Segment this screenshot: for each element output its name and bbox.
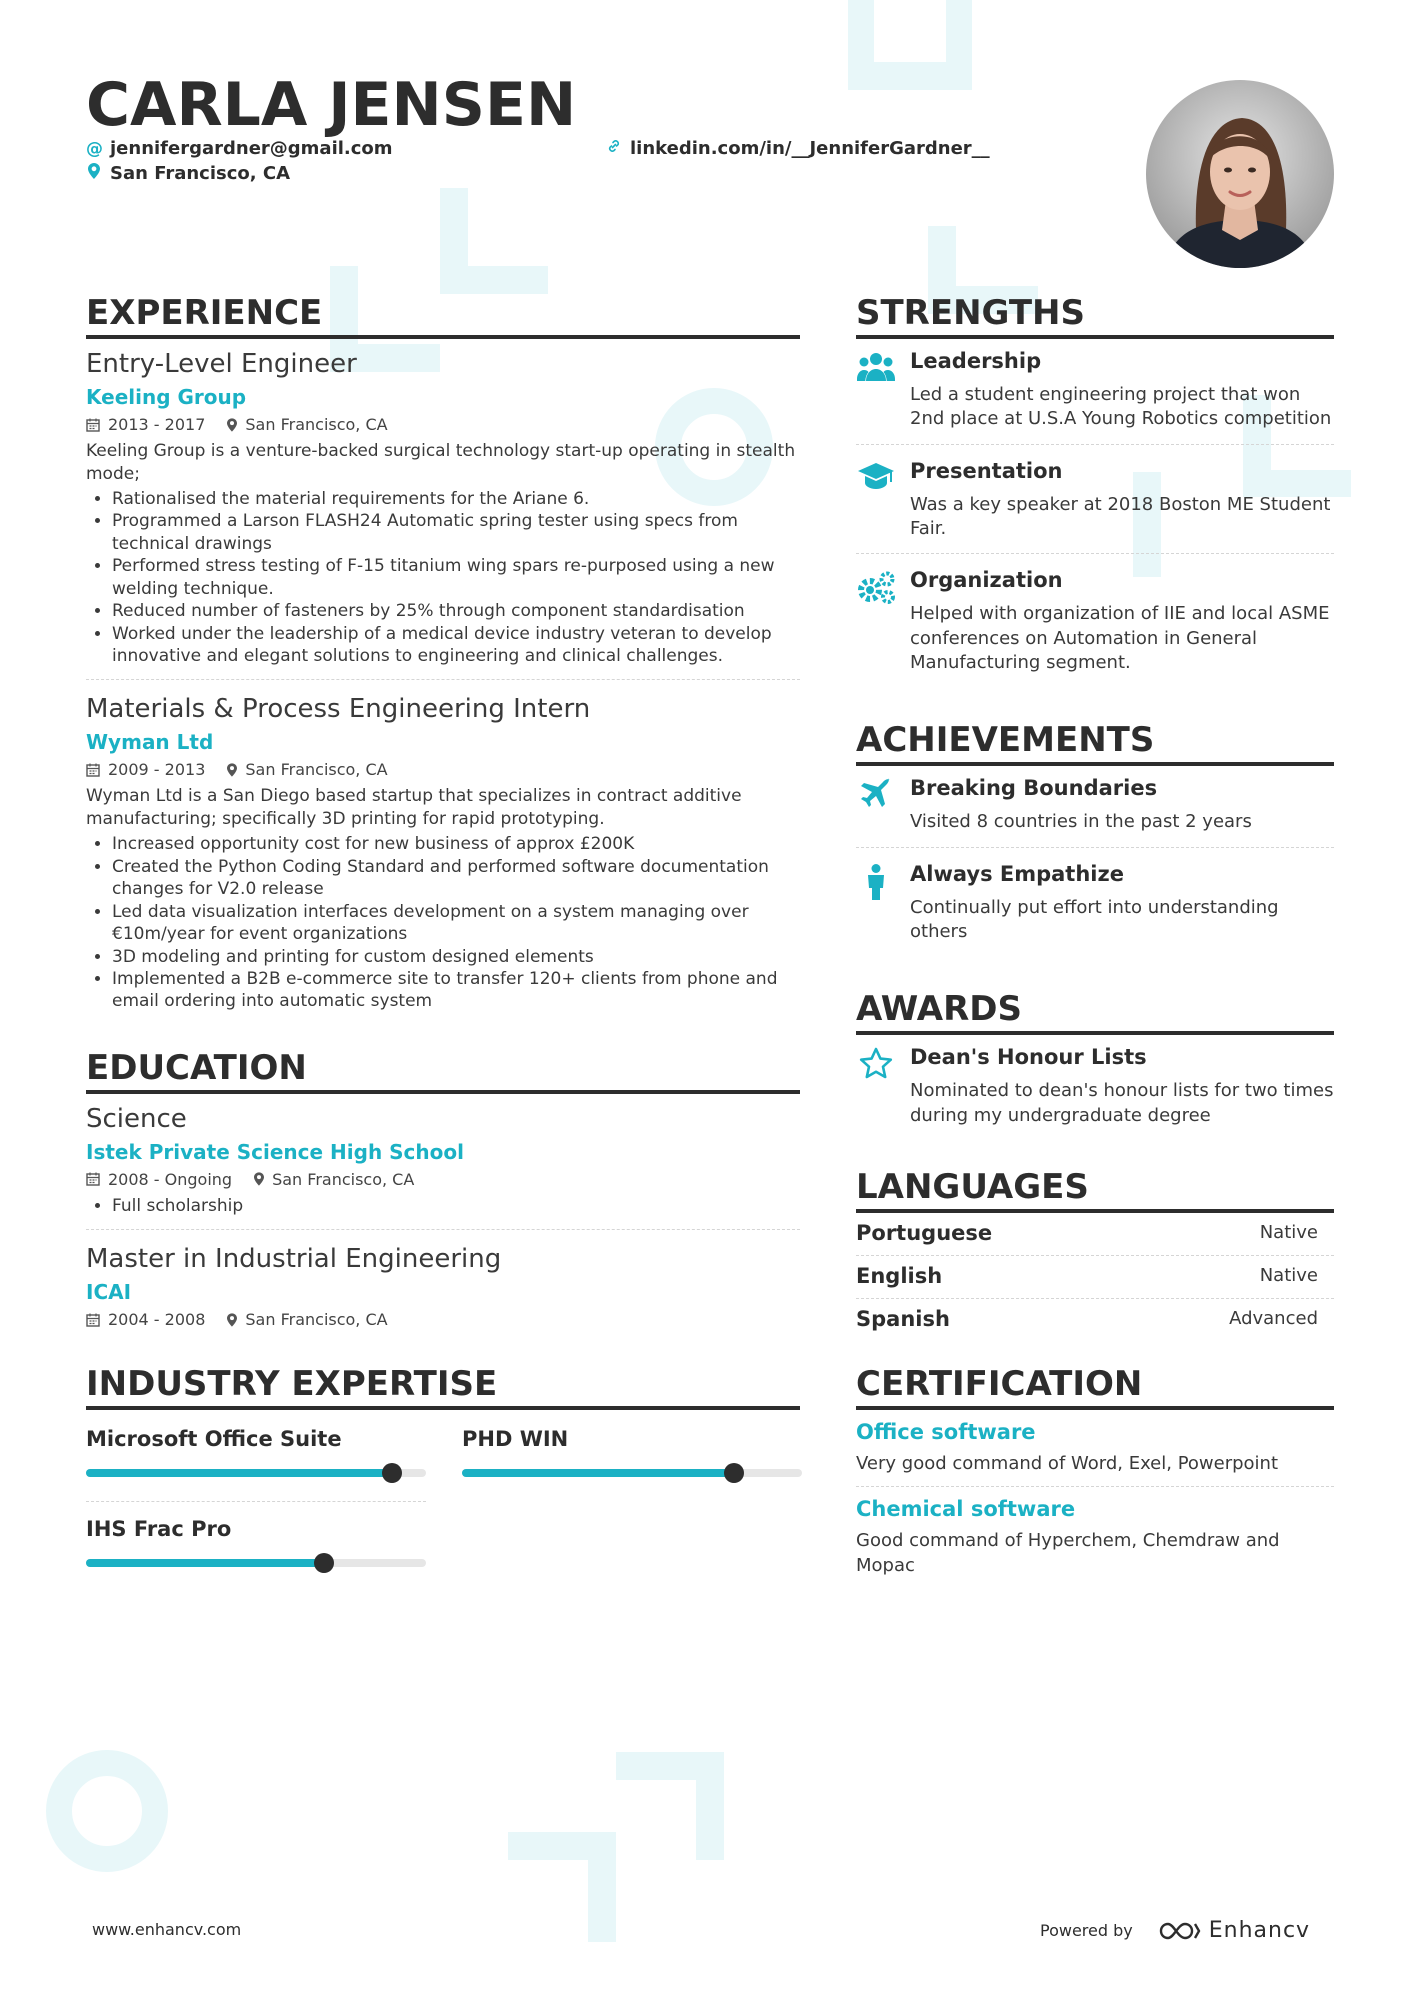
graduation-cap-icon xyxy=(856,459,896,542)
strength-item xyxy=(856,349,1334,432)
location-contact xyxy=(86,163,290,184)
powered-by-text: Powered by xyxy=(1040,1921,1133,1940)
degree: Master in Industrial Engineering xyxy=(86,1244,502,1275)
calendar-icon xyxy=(86,1313,100,1327)
job-bullet: • Implemented a B2B e-commerce site to transfer 120+ clients from phone and email ordering into automatic system xyxy=(112,968,800,1013)
person-icon xyxy=(856,862,896,945)
job-meta xyxy=(86,760,800,779)
strength-text: Helped with organization of IIE and local ASME conferences on Automation in General Manufacturing segment. xyxy=(910,603,1330,673)
job-bullet: • Rationalised the material requirements for the Ariane 6. xyxy=(112,488,800,510)
skill-bar xyxy=(86,1469,426,1477)
decor-shape xyxy=(696,1752,724,1860)
achievement-item xyxy=(856,862,1334,945)
job-bullets xyxy=(86,833,800,1013)
certification-title: Office software xyxy=(856,1420,1036,1445)
gears-icon xyxy=(856,568,896,675)
skill-item xyxy=(462,1427,802,1477)
divider xyxy=(856,444,1334,445)
skill-bar-knob xyxy=(382,1463,402,1483)
skill-bar-fill xyxy=(86,1559,324,1567)
education-location: San Francisco, CA xyxy=(245,1310,388,1330)
right-column xyxy=(856,294,1334,1578)
star-icon xyxy=(856,1045,896,1128)
job-bullet: • Created the Python Coding Standard and performed software documentation changes for V2.0 release xyxy=(112,856,800,901)
language-item xyxy=(856,1256,1334,1299)
language-name: Spanish xyxy=(856,1306,950,1331)
language-level: Native xyxy=(1259,1222,1318,1244)
map-pin-icon xyxy=(227,1313,237,1327)
experience-section xyxy=(86,294,800,1013)
decor-ring xyxy=(46,1750,168,1872)
job-dates: 2013 - 2017 xyxy=(108,415,206,435)
brand-text: Enhancv xyxy=(1208,1918,1311,1943)
divider xyxy=(856,553,1334,554)
section-title: ACHIEVEMENTS xyxy=(856,721,1334,766)
education-dates: 2008 - Ongoing xyxy=(108,1169,233,1189)
language-item xyxy=(856,1299,1334,1341)
languages-section xyxy=(856,1168,1334,1341)
email-contact[interactable] xyxy=(86,138,393,159)
section-title: EDUCATION xyxy=(86,1049,800,1094)
section-title: INDUSTRY EXPERTISE xyxy=(86,1365,800,1410)
divider xyxy=(86,1229,800,1230)
calendar-icon xyxy=(86,1172,100,1186)
degree: Science xyxy=(86,1103,187,1134)
job-bullet: • Led data visualization interfaces development on a system managing over €10m/year for event organizations xyxy=(112,901,800,946)
divider xyxy=(856,1486,1334,1487)
strength-item xyxy=(856,568,1334,675)
job-location: San Francisco, CA xyxy=(245,760,388,780)
education-entry xyxy=(86,1104,800,1217)
job-entry xyxy=(86,694,800,1012)
education-bullets xyxy=(86,1195,800,1217)
award-item xyxy=(856,1045,1334,1128)
skill-bar xyxy=(86,1559,426,1567)
strength-text: Led a student engineering project that won 2nd place at U.S.A Young Robotics competition xyxy=(910,384,1332,430)
certification-text: Very good command of Word, Exel, Powerpoint xyxy=(856,1453,1279,1475)
education-meta xyxy=(86,1170,800,1189)
section-title: EXPERIENCE xyxy=(86,294,800,339)
job-bullets xyxy=(86,488,800,668)
job-bullet: • Worked under the leadership of a medical device industry veteran to develop innovative and elegant solutions to engineering and clinical challenges. xyxy=(112,623,800,668)
skill-bar-fill xyxy=(86,1469,392,1477)
section-title: STRENGTHS xyxy=(856,294,1334,339)
certification-section xyxy=(856,1365,1334,1578)
left-column xyxy=(86,294,800,1565)
skill-item xyxy=(86,1517,426,1567)
award-title: Dean's Honour Lists xyxy=(910,1045,1147,1070)
job-role: Materials & Process Engineering Intern xyxy=(86,694,591,725)
certification-item xyxy=(856,1497,1334,1578)
strength-item xyxy=(856,459,1334,542)
language-level: Native xyxy=(1259,1265,1318,1287)
language-item xyxy=(856,1213,1334,1256)
strength-text: Was a key speaker at 2018 Boston ME Student Fair. xyxy=(910,493,1331,539)
strengths-section xyxy=(856,294,1334,675)
certification-text: Good command of Hyperchem, Chemdraw and Mopac xyxy=(856,1530,1280,1576)
infinity-icon xyxy=(1157,1920,1201,1942)
job-bullet: • 3D modeling and printing for custom designed elements xyxy=(112,946,800,968)
section-title: CERTIFICATION xyxy=(856,1365,1334,1410)
skill-bar-fill xyxy=(462,1469,734,1477)
avatar xyxy=(1146,80,1334,268)
calendar-icon xyxy=(86,418,100,432)
achievement-title: Breaking Boundaries xyxy=(910,776,1158,801)
strength-title: Presentation xyxy=(910,458,1063,483)
footer-website[interactable]: www.enhancv.com xyxy=(92,1920,242,1939)
decor-shape xyxy=(440,266,548,294)
achievement-text: Continually put effort into understanding others xyxy=(910,896,1279,942)
link-icon xyxy=(606,138,622,159)
enhancv-logo[interactable] xyxy=(1157,1918,1310,1943)
education-dates: 2004 - 2008 xyxy=(108,1310,206,1330)
achievement-text: Visited 8 countries in the past 2 years xyxy=(910,811,1252,833)
job-bullet: • Reduced number of fasteners by 25% through component standardisation xyxy=(112,600,800,622)
candidate-name: CARLA JENSEN xyxy=(86,70,577,140)
language-name: Portuguese xyxy=(856,1220,993,1245)
certification-item xyxy=(856,1420,1334,1476)
divider xyxy=(86,679,800,680)
map-pin-icon xyxy=(86,163,102,184)
job-location: San Francisco, CA xyxy=(245,415,388,435)
map-pin-icon xyxy=(254,1172,264,1186)
education-location: San Francisco, CA xyxy=(272,1169,415,1189)
job-company[interactable]: Wyman Ltd xyxy=(86,730,214,755)
achievements-section xyxy=(856,721,1334,944)
plane-icon xyxy=(856,776,896,834)
job-meta xyxy=(86,415,800,434)
job-company[interactable]: Keeling Group xyxy=(86,385,247,410)
linkedin-contact[interactable] xyxy=(606,138,990,159)
section-title: AWARDS xyxy=(856,990,1334,1035)
skill-item xyxy=(86,1427,426,1502)
skill-name: PHD WIN xyxy=(462,1427,569,1452)
job-bullet: • Increased opportunity cost for new business of approx £200K xyxy=(112,833,800,855)
map-pin-icon xyxy=(227,418,237,432)
language-name: English xyxy=(856,1263,943,1288)
divider xyxy=(86,1501,426,1502)
job-bullet: • Performed stress testing of F-15 titanium wing spars re-purposed using a new welding technique. xyxy=(112,555,800,600)
achievement-item xyxy=(856,776,1334,834)
award-text: Nominated to dean's honour lists for two times during my undergraduate degree xyxy=(910,1080,1334,1126)
language-level: Advanced xyxy=(1229,1308,1318,1330)
strength-title: Organization xyxy=(910,568,1063,593)
strength-title: Leadership xyxy=(910,349,1042,374)
skill-bar-knob xyxy=(314,1553,334,1573)
job-description: Wyman Ltd is a San Diego based startup that specializes in contract additive manufacturing; specifically 3D printing for rapid prototyping. xyxy=(86,786,742,830)
decor-shape xyxy=(588,1832,616,1942)
job-role: Entry-Level Engineer xyxy=(86,349,357,380)
job-dates: 2009 - 2013 xyxy=(108,760,206,780)
skill-name: Microsoft Office Suite xyxy=(86,1427,342,1452)
education-section xyxy=(86,1049,800,1330)
school[interactable]: Istek Private Science High School xyxy=(86,1139,464,1164)
job-bullet: • Programmed a Larson FLASH24 Automatic spring tester using specs from technical drawings xyxy=(112,510,800,555)
email-text[interactable]: jennifergardner@gmail.com xyxy=(110,138,393,159)
expertise-section xyxy=(86,1365,800,1565)
section-title: LANGUAGES xyxy=(856,1168,1334,1213)
education-entry xyxy=(86,1244,800,1329)
decor-shape xyxy=(874,0,946,62)
school[interactable]: ICAI xyxy=(86,1280,132,1305)
divider xyxy=(856,847,1334,848)
calendar-icon xyxy=(86,763,100,777)
users-icon xyxy=(856,349,896,432)
skill-name: IHS Frac Pro xyxy=(86,1517,232,1542)
education-meta xyxy=(86,1310,800,1329)
map-pin-icon xyxy=(227,763,237,777)
location-text: San Francisco, CA xyxy=(110,163,291,184)
linkedin-text[interactable]: linkedin.com/in/__JenniferGardner__ xyxy=(630,138,990,159)
certification-title: Chemical software xyxy=(856,1497,1076,1522)
at-icon: @ xyxy=(86,138,103,159)
awards-section xyxy=(856,990,1334,1128)
job-description: Keeling Group is a venture-backed surgical technology start-up operating in stealth mode; xyxy=(86,441,796,485)
job-entry xyxy=(86,349,800,667)
achievement-title: Always Empathize xyxy=(910,861,1124,886)
footer-powered xyxy=(1040,1918,1310,1943)
education-bullet: • Full scholarship xyxy=(112,1195,800,1217)
skill-bar xyxy=(462,1469,802,1477)
skill-bar-knob xyxy=(724,1463,744,1483)
